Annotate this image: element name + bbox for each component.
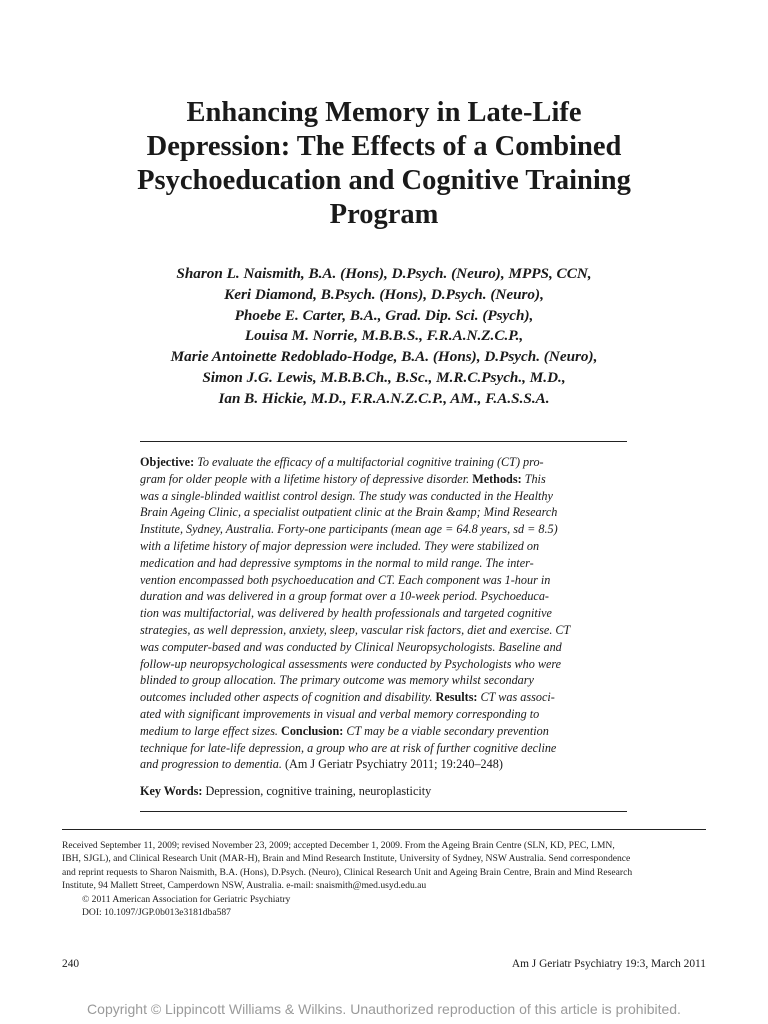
abstract-line: and progression to dementia. (Am J Geriatr Psychiatry 2011; 19:240–248) bbox=[140, 757, 503, 772]
title-line: Psychoeducation and Cognitive Training bbox=[137, 165, 631, 196]
abstract-line: vention encompassed both psychoeducation and CT. Each component was 1-hour in bbox=[140, 572, 551, 587]
abstract-line: Objective: To evaluate the efficacy of a multifactorial cognitive training (CT) pro- bbox=[140, 455, 544, 469]
abstract-line: strategies, as well depression, anxiety, sleep, vascular risk factors, diet and exercise. CT bbox=[140, 622, 571, 637]
abstract-line: Brain Ageing Clinic, a specialist outpatient clinic at the Brain &amp; Mind Research bbox=[140, 505, 558, 520]
abstract-line: outcomes included other aspects of cognition and disability. Results: CT was associ- bbox=[140, 690, 555, 705]
copyright-notice: Copyright © Lippincott Williams & Wilkins. Unauthorized reproduction of this article is prohibited. bbox=[87, 1001, 681, 1017]
author-line: Marie Antoinette Redoblado-Hodge, B.A. (Hons), D.Psych. (Neuro), bbox=[170, 348, 598, 366]
abstract-bottom-rule bbox=[140, 811, 627, 812]
abstract-line: medium to large effect sizes. Conclusion: CT may be a viable secondary prevention bbox=[140, 723, 549, 738]
key-words-text: Depression, cognitive training, neuroplasticity bbox=[202, 784, 432, 798]
footnote-doi: DOI: 10.1097/JGP.0b013e3181dba587 bbox=[82, 907, 231, 919]
author-line: Simon J.G. Lewis, M.B.B.Ch., B.Sc., M.R.C.Psych., M.D., bbox=[202, 368, 566, 386]
key-words-label: Key Words: bbox=[140, 784, 203, 798]
abstract-line: with a lifetime history of major depression were included. They were stabilized on bbox=[140, 538, 540, 553]
page-number: 240 bbox=[62, 958, 80, 970]
footnote bbox=[62, 839, 712, 919]
abstract-line: follow-up neuropsychological assessments were conducted by Psychologists who were bbox=[140, 656, 562, 671]
abstract-line: medication and had depressive symptoms in the normal to mild range. The inter- bbox=[140, 555, 534, 570]
author-line: Phoebe E. Carter, B.A., Grad. Dip. Sci. (Psych), bbox=[234, 306, 534, 324]
abstract-line: tion was multifactorial, was delivered by health professionals and targeted cognitive bbox=[140, 606, 552, 621]
abstract-top-rule bbox=[140, 441, 627, 442]
methods-label: Methods: bbox=[469, 471, 522, 486]
journal-reference: Am J Geriatr Psychiatry 19:3, March 2011 bbox=[511, 958, 706, 970]
abstract-line: Institute, Sydney, Australia. Forty-one participants (mean age = 64.8 years, sd = 8.5) bbox=[140, 522, 558, 537]
article-title bbox=[60, 96, 708, 232]
title-line: Depression: The Effects of a Combined bbox=[146, 131, 622, 162]
footnote-line: and reprint requests to Sharon Naismith, B.A. (Hons), D.Psych. (Neuro), Clinical Research Unit and Ageing Brain Centre, Brain and Mind Research bbox=[62, 866, 633, 878]
abstract-line: blinded to group allocation. The primary outcome was memory whilst secondary bbox=[140, 673, 534, 688]
abstract-line: ated with significant improvements in visual and verbal memory corresponding to bbox=[140, 706, 540, 721]
author-line: Sharon L. Naismith, B.A. (Hons), D.Psych. (Neuro), MPPS, CCN, bbox=[176, 265, 592, 282]
footnote-rule bbox=[62, 829, 706, 830]
objective-label: Objective: bbox=[140, 455, 195, 469]
footnote-copyright: © 2011 American Association for Geriatric Psychiatry bbox=[82, 893, 291, 905]
author-line: Keri Diamond, B.Psych. (Hons), D.Psych. (Neuro), bbox=[224, 285, 544, 303]
author-list bbox=[60, 264, 708, 410]
abstract-line: was a single-blinded waitlist control design. The study was conducted in the Healthy bbox=[140, 488, 553, 503]
abstract-line: duration and was delivered in a group format over a 10-week period. Psychoeduca- bbox=[140, 589, 549, 604]
abstract bbox=[140, 454, 630, 773]
footnote-line: IBH, SJGL), and Clinical Research Unit (MAR-H), Brain and Mind Research Institute, University of Sydney, NSW Australia. Send correspondence bbox=[62, 853, 631, 865]
results-label: Results: bbox=[432, 690, 478, 705]
author-line: Ian B. Hickie, M.D., F.R.A.N.Z.C.P., AM., F.A.S.S.A. bbox=[218, 389, 550, 407]
conclusion-label: Conclusion: bbox=[277, 723, 344, 738]
title-line: Program bbox=[329, 199, 439, 230]
abstract-line: was computer-based and was conducted by Clinical Neuropsychologists. Baseline and bbox=[140, 639, 562, 654]
footnote-line: Institute, 94 Mallett Street, Camperdown NSW, Australia. e-mail: snaismith@med.usyd.edu.au bbox=[62, 880, 427, 892]
abstract-line: gram for older people with a lifetime history of depressive disorder. Methods: This bbox=[140, 471, 546, 486]
footnote-line: Received September 11, 2009; revised November 23, 2009; accepted December 1, 2009. From the Ageing Brain Centre (SLN, KD, PEC, LMN, bbox=[62, 840, 615, 851]
title-line: Enhancing Memory in Late-Life bbox=[186, 97, 582, 128]
key-words bbox=[140, 783, 630, 800]
author-line: Louisa M. Norrie, M.B.B.S., F.R.A.N.Z.C.P., bbox=[244, 327, 524, 345]
journal-citation: (Am J Geriatr Psychiatry 2011; 19:240–248) bbox=[281, 757, 503, 772]
abstract-line: technique for late-life depression, a group who are at risk of further cognitive decline bbox=[140, 740, 557, 755]
